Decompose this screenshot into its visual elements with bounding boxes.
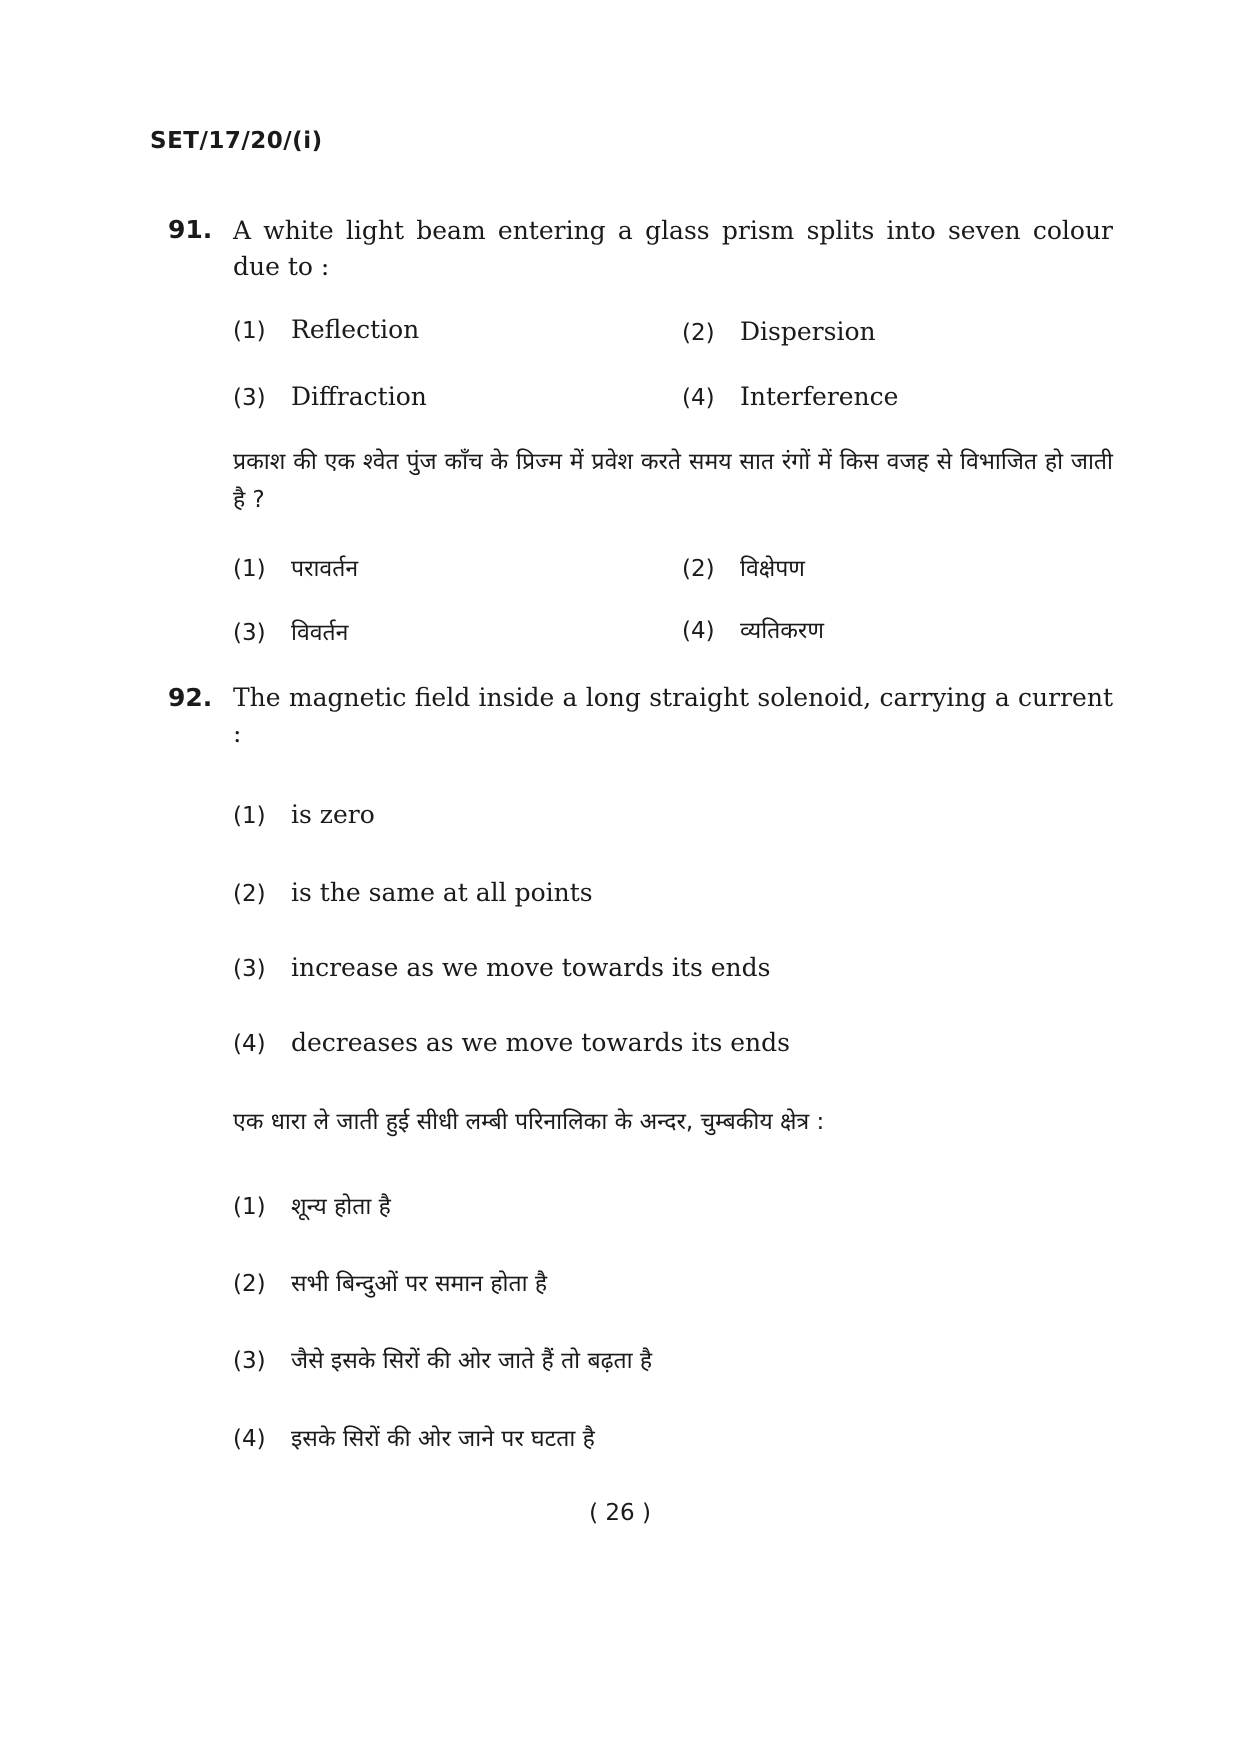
question-text-hindi: एक धारा ले जाती हुई सीधी लम्बी परिनालिका के अन्दर, चुम्बकीय क्षेत्र : (233, 1109, 825, 1135)
option-2 (233, 878, 593, 907)
option-text: शून्य होता है (291, 1194, 391, 1220)
option-text: इसके सिरों की ओर जाने पर घटता है (291, 1426, 595, 1452)
option-text: increase as we move towards its ends (291, 953, 771, 982)
option-text: Diffraction (291, 382, 427, 411)
option-3 (233, 382, 427, 411)
option-text: decreases as we move towards its ends (291, 1028, 790, 1057)
option-3-hindi (233, 1342, 652, 1380)
page-number: ( 26 ) (589, 1500, 651, 1526)
option-text: Dispersion (740, 317, 876, 346)
option-4 (682, 382, 898, 411)
option-number: (2) (233, 881, 266, 907)
option-number: (3) (233, 1348, 266, 1374)
option-text: Reflection (291, 315, 420, 344)
option-number: (1) (233, 1194, 266, 1220)
option-2-hindi (233, 1265, 547, 1303)
option-number: (4) (682, 385, 715, 411)
question-number: 91. (168, 215, 213, 244)
option-text: परावर्तन (291, 556, 359, 582)
option-number: (1) (233, 318, 266, 344)
paper-code: SET/17/20/(i) (150, 128, 323, 154)
option-2 (682, 317, 876, 346)
option-text: Interference (740, 382, 899, 411)
option-number: (2) (682, 556, 715, 582)
option-4-hindi (682, 612, 824, 650)
option-text: विक्षेपण (740, 556, 805, 582)
option-3 (233, 953, 770, 982)
option-number: (1) (233, 803, 266, 829)
option-number: (3) (233, 956, 266, 982)
option-number: (1) (233, 556, 266, 582)
option-2-hindi (682, 550, 805, 588)
option-1 (233, 800, 375, 829)
option-1-hindi (233, 1188, 391, 1226)
option-text: is zero (291, 800, 375, 829)
option-1 (233, 315, 419, 344)
option-number: (2) (682, 320, 715, 346)
question-text-hindi: प्रकाश की एक श्वेत पुंज काँच के प्रिज्म में प्रवेश करते समय सात रंगों में किस वजह से विभाजित हो जाती है ? (233, 449, 1113, 513)
option-number: (3) (233, 385, 266, 411)
option-text: is the same at all points (291, 878, 593, 907)
question-text-english: The magnetic field inside a long straight solenoid, carrying a current : (233, 683, 1113, 748)
option-4-hindi (233, 1420, 595, 1458)
option-text: व्यतिकरण (740, 618, 824, 644)
question-text-english: A white light beam entering a glass prism splits into seven colour due to : (233, 216, 1113, 281)
option-3-hindi (233, 614, 348, 652)
option-number: (3) (233, 620, 266, 646)
option-1-hindi (233, 550, 358, 588)
option-number: (4) (682, 618, 715, 644)
option-number: (4) (233, 1031, 266, 1057)
option-text: विवर्तन (291, 620, 349, 646)
question-number: 92. (168, 683, 213, 712)
option-text: जैसे इसके सिरों की ओर जाते हैं तो बढ़ता है (291, 1348, 653, 1374)
option-number: (2) (233, 1271, 266, 1297)
option-4 (233, 1028, 790, 1057)
option-text: सभी बिन्दुओं पर समान होता है (291, 1271, 548, 1297)
option-number: (4) (233, 1426, 266, 1452)
